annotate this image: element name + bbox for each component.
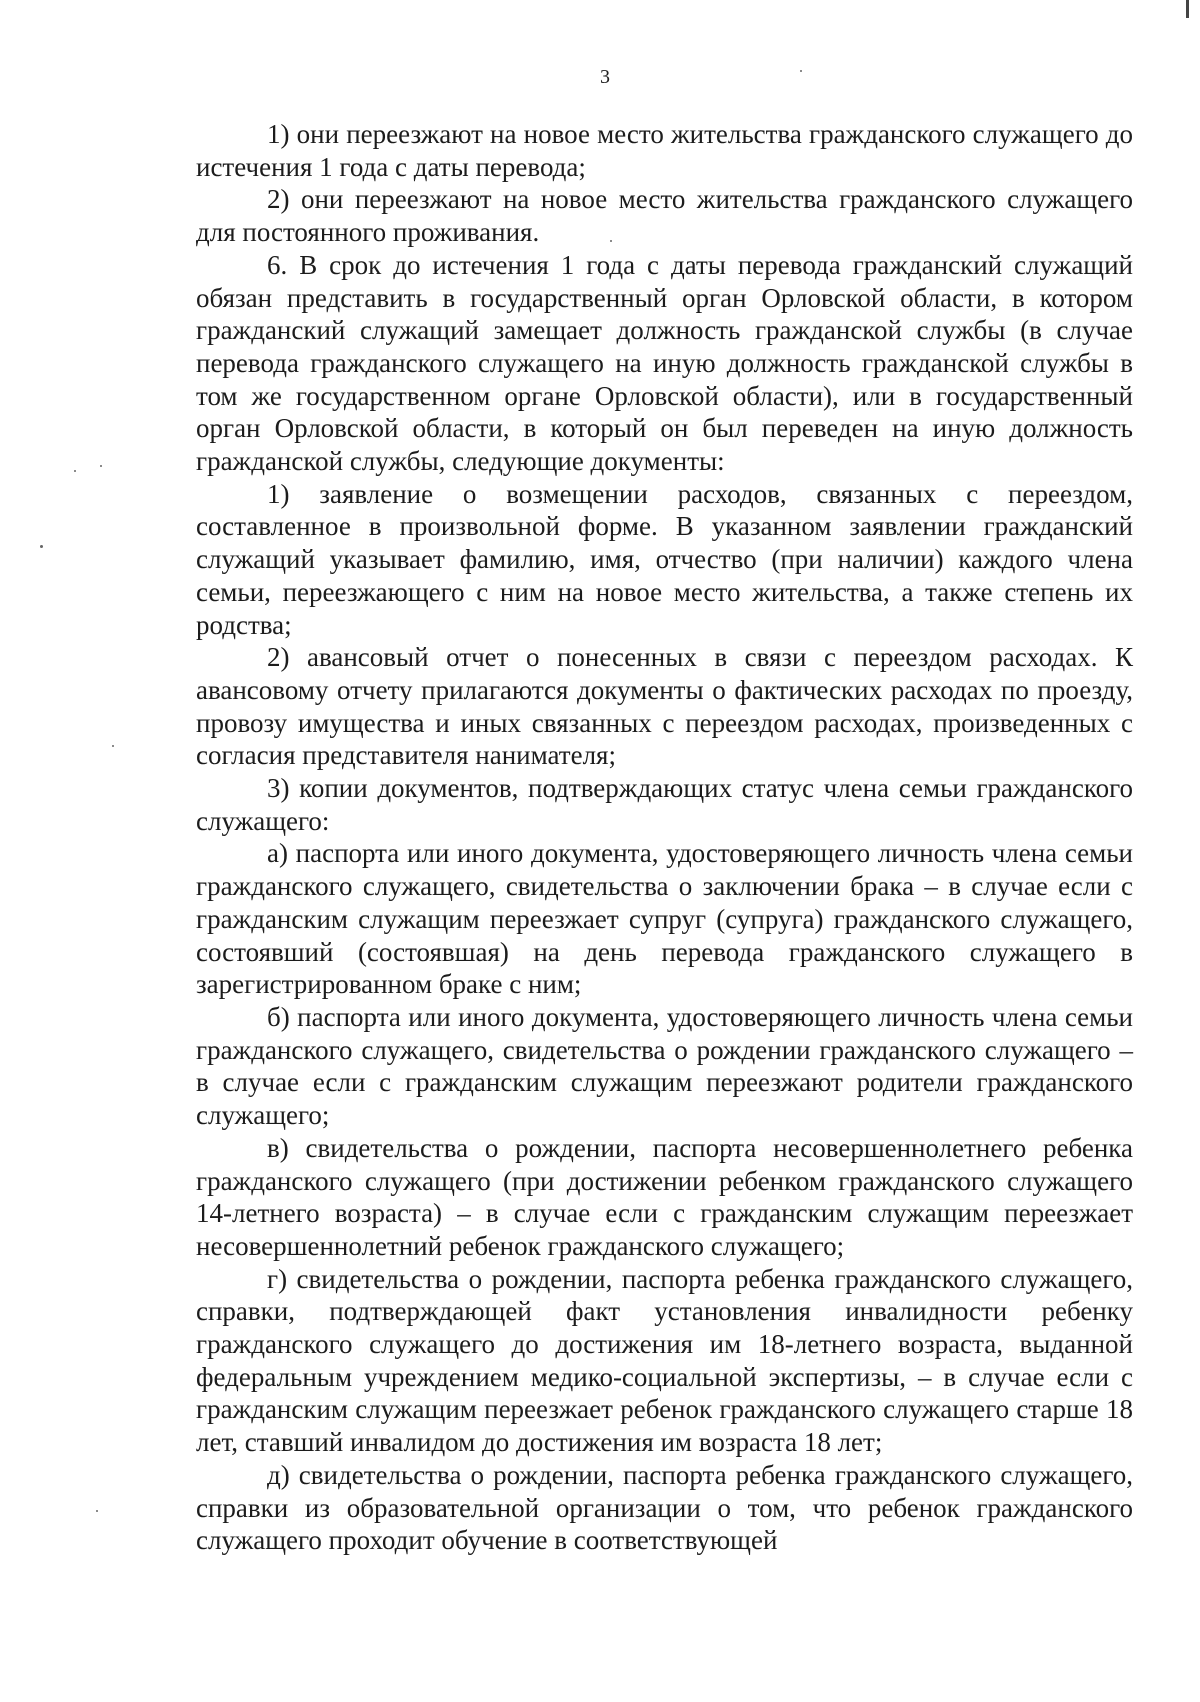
paragraph-document-2: 2) авансовый отчет о понесенных в связи с переездом расходах. К авансовому отчету прилагаются документы о фактических расходах по проезду, провозу имущества и иных связанных с переездом расходах, произведенных с согласия представителя нанимателя;	[196, 642, 1133, 771]
document-body	[196, 118, 1133, 1557]
paragraph-subitem-a: а) паспорта или иного документа, удостоверяющего личность члена семьи гражданского служащего, свидетельства о заключении брака – в случае если с гражданским служащим переезжает супруг (супруга) гражданского служащего, состоявший (состоявшая) на день перевода гражданского служащего в зарегистрированном браке с ним;	[196, 838, 1133, 1000]
paragraph-document-3: 3) копии документов, подтверждающих статус члена семьи гражданского служащего:	[196, 773, 1133, 836]
paragraph-subitem-d: д) свидетельства о рождении, паспорта ребенка гражданского служащего, справки из образовательной организации о том, что ребенок гражданского служащего проходит обучение в соответствующей	[196, 1459, 1133, 1556]
scan-speck	[100, 465, 102, 467]
scan-speck	[112, 745, 114, 747]
paragraph-subitem-b: б) паспорта или иного документа, удостоверяющего личность члена семьи гражданского служащего, свидетельства о рождении гражданского служащего – в случае если с гражданским служащим переезжают родители гражданского служащего;	[196, 1001, 1133, 1131]
scan-speck	[610, 240, 612, 242]
scan-speck	[74, 470, 76, 472]
paragraph-item-2: 2) они переезжают на новое место жительства гражданского служащего для постоянного проживания.	[196, 184, 1133, 248]
paragraph-document-1: 1) заявление о возмещении расходов, связанных с переездом, составленное в произвольной форме. В указанном заявлении гражданский служащий указывает фамилию, имя, отчество (при наличии) каждого члена семьи, переезжающего с ним на новое место жительства, а также степень их родства;	[196, 478, 1133, 640]
scan-edge-mark	[1186, 0, 1189, 18]
scan-speck	[40, 545, 43, 548]
paragraph-item-1: 1) они переезжают на новое место жительства гражданского служащего до истечения 1 года с даты перевода;	[196, 119, 1133, 182]
page-number: 3	[600, 66, 610, 88]
paragraph-subitem-v: в) свидетельства о рождении, паспорта несовершеннолетнего ребенка гражданского служащего (при достижении ребенком гражданского служащего 14-летнего возраста) – в случае если с гражданским служащим переезжает несовершеннолетний ребенок гражданского служащего;	[196, 1132, 1133, 1261]
scan-speck	[96, 1510, 98, 1512]
paragraph-section-6: 6. В срок до истечения 1 года с даты перевода гражданский служащий обязан представить в государственный орган Орловской области, в котором гражданский служащий замещает должность гражданской службы (в случае перевода гражданского служащего на иную должность гражданской службы в том же государственном органе Орловской области), или в государственный орган Орловской области, в который он был переведен на иную должность гражданской службы, следующие документы:	[196, 249, 1133, 477]
scan-speck	[800, 70, 802, 72]
paragraph-subitem-g: г) свидетельства о рождении, паспорта ребенка гражданского служащего, справки, подтверждающей факт установления инвалидности ребенку гражданского служащего до достижения им 18-летнего возраста, выданной федеральным учреждением медико-социальной экспертизы, – в случае если с гражданским служащим переезжает ребенок гражданского служащего старше 18 лет, ставший инвалидом до достижения им возраста 18 лет;	[196, 1263, 1133, 1458]
